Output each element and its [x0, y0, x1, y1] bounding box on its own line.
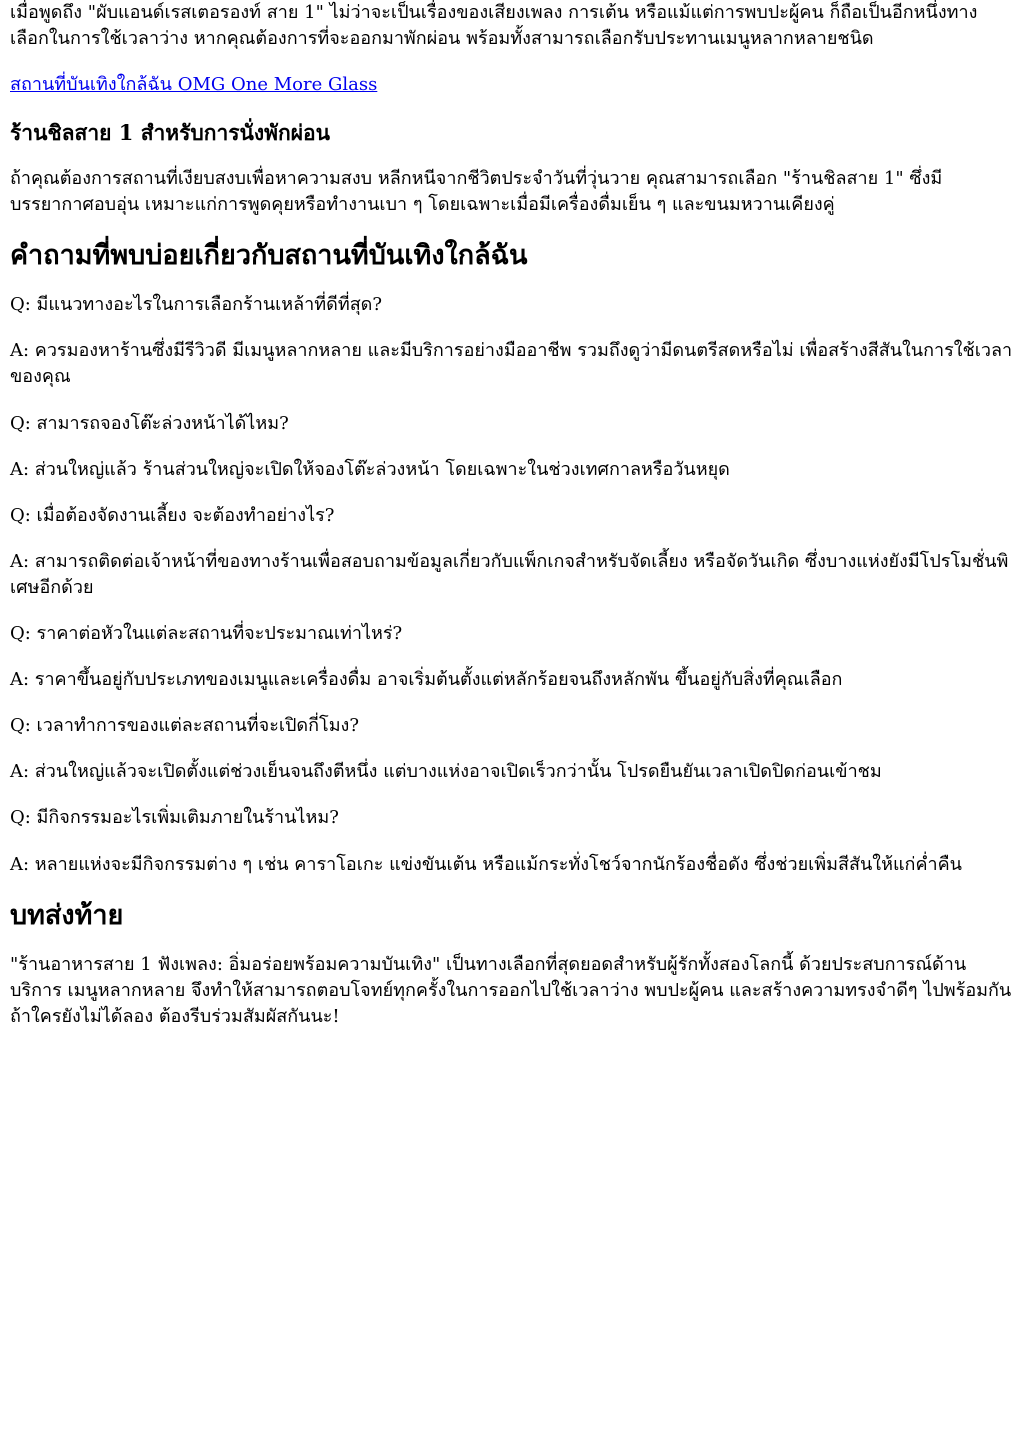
related-link-paragraph: [10, 72, 1014, 98]
faq-question: Q: มีกิจกรรมอะไรเพิ่มเติมภายในร้านไหม?: [10, 807, 339, 829]
conclusion-paragraph: "ร้านอาหารสาย 1 ฟังเพลง: อิ่มอร่อยพร้อมความบันเทิง" เป็นทางเลือกที่สุดยอดสำหรับผู้รักทั้งสองโลกนี้ ด้วยประสบการณ์ด้านบริการ เมนูหลากหลาย จึงทำให้สามารถตอบโจทย์ทุกครั้งในการออกไปใช้เวลาว่าง พบปะผู้คน และสร้างความทรงจำดีๆ ไปพร้อมกัน ถ้าใครยังไม่ได้ลอง ต้องรีบร่วมสัมผัสกันนะ!: [10, 954, 1012, 1028]
related-link[interactable]: สถานที่บันเทิงใกล้ฉัน OMG One More Glass: [10, 74, 378, 96]
intro-paragraph: เมื่อพูดถึง "ผับแอนด์เรสเตอรองท์ สาย 1" ไม่ว่าจะเป็นเรื่องของเสียงเพลง การเต้น หรือแม้แต่การพบปะผู้คน ก็ถือเป็นอีกหนึ่งทางเลือกในการใช้เวลาว่าง หากคุณต้องการที่จะออกมาพักผ่อน พร้อมทั้งสามารถเลือกรับประทานเมนูหลากหลายชนิด: [10, 2, 978, 50]
faq-question: Q: เมื่อต้องจัดงานเลี้ยง จะต้องทำอย่างไร?: [10, 504, 335, 526]
faq-answer: A: สามารถติดต่อเจ้าหน้าที่ของทางร้านเพื่อสอบถามข้อมูลเกี่ยวกับแพ็กเกจสำหรับจัดเลี้ยง หรือจัดวันเกิด ซึ่งบางแห่งยังมีโปรโมชั่นพิเศษอีกด้วย: [10, 550, 1009, 598]
faq-answer: A: ส่วนใหญ่แล้วจะเปิดตั้งแต่ช่วงเย็นจนถึงตีหนึ่ง แต่บางแห่งอาจเปิดเร็วกว่านั้น โปรดยืนยันเวลาเปิดปิดก่อนเข้าชม: [10, 761, 882, 783]
faq-heading: คำถามที่พบบ่อยเกี่ยวกับสถานที่บันเทิงใกล้ฉัน: [10, 239, 528, 271]
faq-question: Q: ราคาต่อหัวในแต่ละสถานที่จะประมาณเท่าไหร่?: [10, 623, 403, 645]
faq-question: Q: มีแนวทางอะไรในการเลือกร้านเหล้าที่ดีที่สุด?: [10, 294, 383, 316]
faq-answer: A: หลายแห่งจะมีกิจกรรมต่าง ๆ เช่น คาราโอเกะ แข่งขันเต้น หรือแม้กระทั่งโชว์จากนักร้องชื่อดัง ซึ่งช่วยเพิ่มสีสันให้แก่ค่ำคืน: [10, 853, 962, 875]
faq-question: Q: สามารถจองโต๊ะล่วงหน้าได้ไหม?: [10, 412, 289, 434]
conclusion-heading: บทส่งท้าย: [10, 899, 124, 931]
section-chill-paragraph: ถ้าคุณต้องการสถานที่เงียบสงบเพื่อหาความสงบ หลีกหนีจากชีวิตประจำวันที่วุ่นวาย คุณสามารถเลือก "ร้านชิลสาย 1" ซึ่งมีบรรยากาศอบอุ่น เหมาะแก่การพูดคุยหรือทำงานเบา ๆ โดยเฉพาะเมื่อมีเครื่องดื่มเย็น ๆ และขนมหวานเคียงคู่: [10, 167, 943, 215]
faq-answer: A: ส่วนใหญ่แล้ว ร้านส่วนใหญ่จะเปิดให้จองโต๊ะล่วงหน้า โดยเฉพาะในช่วงเทศกาลหรือวันหยุด: [10, 458, 730, 480]
faq-answer: A: ราคาขึ้นอยู่กับประเภทของเมนูและเครื่องดื่ม อาจเริ่มต้นตั้งแต่หลักร้อยจนถึงหลักพัน ขึ้นอยู่กับสิ่งที่คุณเลือก: [10, 669, 843, 691]
faq-answer: A: ควรมองหาร้านซึ่งมีรีวิวดี มีเมนูหลากหลาย และมีบริการอย่างมืออาชีพ รวมถึงดูว่ามีดนตรีสดหรือไม่ เพื่อสร้างสีสันในการใช้เวลาของคุณ: [10, 340, 1013, 388]
faq-question: Q: เวลาทำการของแต่ละสถานที่จะเปิดกี่โมง?: [10, 715, 359, 737]
section-chill-heading: ร้านชิลสาย 1 สำหรับการนั่งพักผ่อน: [10, 120, 330, 146]
